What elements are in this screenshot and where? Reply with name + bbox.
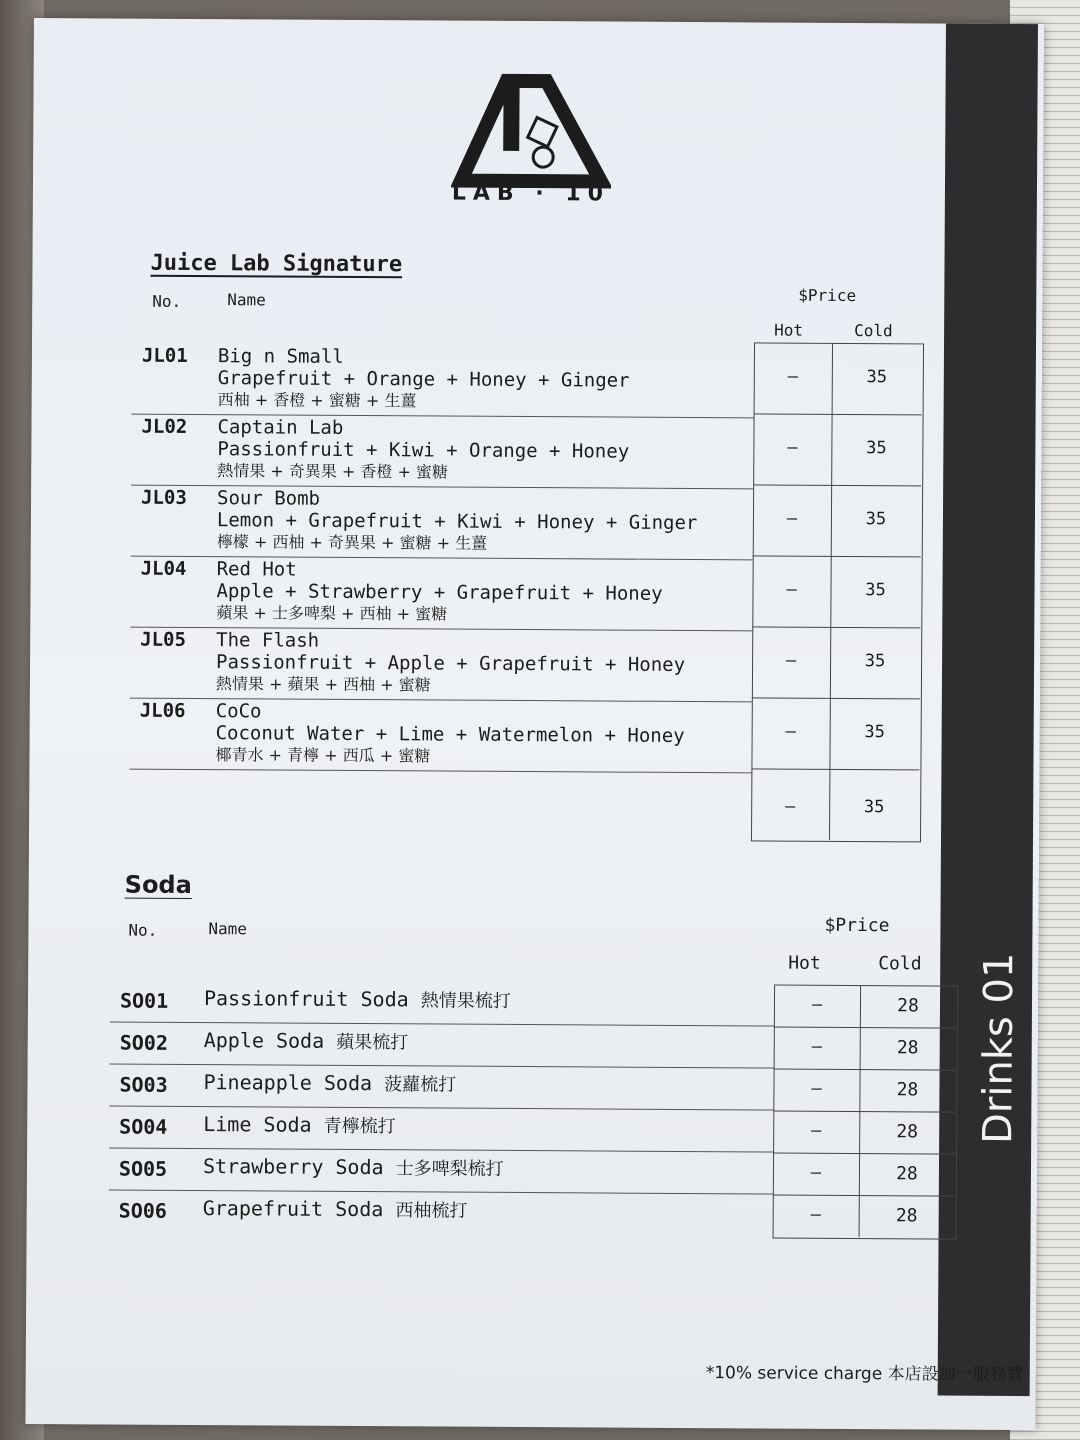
- item-name: Big n Small: [217, 345, 344, 368]
- soda-row: [119, 1149, 759, 1195]
- item-name: Pineapple Soda: [203, 1070, 373, 1096]
- price-hot: –: [785, 721, 796, 742]
- price-cold: 35: [865, 509, 887, 530]
- item-name-zh: 西柚梳打: [395, 1200, 468, 1222]
- item-name-block: [203, 1155, 504, 1181]
- soda-col-price: $Price: [824, 914, 890, 937]
- logo-text: LAB · 10: [451, 180, 611, 207]
- item-ingredients: Lemon + Grapefruit + Kiwi + Honey + Ginger: [216, 509, 698, 535]
- item-name-block: [203, 1113, 396, 1138]
- price-hot: –: [787, 437, 798, 458]
- item-name: Lime Soda: [203, 1112, 312, 1137]
- item-name-zh: 菠蘿梳打: [384, 1074, 457, 1096]
- price-hot: –: [787, 366, 799, 387]
- item-name: Red Hot: [216, 558, 297, 581]
- soda-row: [120, 1023, 760, 1069]
- price-cold: 35: [864, 722, 885, 743]
- item-name-block: [217, 416, 629, 485]
- item-name: Grapefruit Soda: [202, 1196, 384, 1222]
- item-code: JL02: [141, 415, 188, 438]
- item-ingredients: Passionfruit + Apple + Grapefruit + Honey: [216, 651, 686, 676]
- price-hot: –: [785, 650, 797, 671]
- price-hot: –: [786, 508, 798, 529]
- item-ingredients-zh: 熱情果 + 奇異果 + 香橙 + 蜜糖: [217, 461, 449, 482]
- price-cold: 28: [896, 1121, 919, 1143]
- item-code: SO06: [118, 1198, 167, 1223]
- item-name-zh: 青檸梳打: [323, 1115, 396, 1138]
- juice-row: [140, 629, 750, 704]
- item-code: JL05: [140, 628, 187, 651]
- juice-col-price: $Price: [798, 285, 857, 306]
- soda-col-hot: Hot: [788, 952, 821, 974]
- item-name: Captain Lab: [217, 416, 344, 439]
- item-name-block: [216, 558, 663, 627]
- item-name-block: [204, 987, 511, 1013]
- price-cold: 35: [865, 580, 886, 601]
- item-code: JL03: [141, 486, 187, 509]
- item-code: SO02: [119, 1030, 168, 1055]
- price-cold: 28: [896, 1079, 919, 1101]
- price-cold: 28: [897, 995, 919, 1017]
- juice-price-grid: [751, 342, 924, 842]
- item-name: Apple Soda: [203, 1028, 325, 1053]
- soda-col-name: Name: [208, 919, 248, 939]
- juice-col-cold: Cold: [854, 321, 893, 341]
- soda-col-cold: Cold: [878, 953, 922, 975]
- item-ingredients: Grapefruit + Orange + Honey + Ginger: [217, 367, 630, 392]
- juice-col-name: Name: [227, 290, 266, 310]
- item-ingredients-zh: 蘋果 + 士多啤梨 + 西柚 + 蜜糖: [216, 603, 448, 624]
- price-hot: –: [786, 579, 797, 600]
- item-ingredients: Apple + Strawberry + Grapefruit + Honey: [216, 580, 663, 605]
- item-code: JL01: [141, 344, 188, 367]
- item-name-block: [217, 487, 698, 556]
- item-name-block: [204, 1029, 409, 1054]
- price-hot: –: [810, 1162, 822, 1183]
- item-name: CoCo: [215, 700, 262, 723]
- juice-col-hot: Hot: [774, 320, 804, 340]
- item-name: Strawberry Soda: [202, 1154, 384, 1180]
- item-name: The Flash: [216, 629, 320, 652]
- item-code: SO05: [118, 1156, 168, 1181]
- soda-row: [119, 1191, 759, 1237]
- item-ingredients-zh: 檸檬 + 西柚 + 奇異果 + 蜜糖 + 生薑: [216, 532, 488, 553]
- price-cold: 28: [895, 1205, 918, 1227]
- item-name-zh: 熱情果梳打: [420, 990, 511, 1012]
- price-hot: –: [811, 994, 823, 1015]
- soda-section-title: Soda: [124, 870, 192, 899]
- price-hot: –: [811, 1120, 822, 1141]
- item-name-block: [216, 629, 685, 698]
- juice-row: [139, 700, 749, 775]
- juice-col-no: No.: [152, 291, 182, 311]
- item-ingredients-zh: 椰青水 + 青檸 + 西瓜 + 蜜糖: [215, 745, 431, 766]
- price-cold: 28: [896, 1037, 919, 1059]
- service-charge-note: *10% service charge 本店設加一服務費: [705, 1363, 1024, 1386]
- item-name-block: [203, 1071, 456, 1097]
- price-cold: 35: [863, 797, 885, 818]
- item-name-zh: 士多啤梨梳打: [395, 1158, 504, 1180]
- item-name-zh: 蘋果梳打: [336, 1031, 409, 1054]
- item-code: SO04: [119, 1114, 168, 1139]
- item-ingredients-zh: 熱情果 + 蘋果 + 西柚 + 蜜糖: [215, 674, 431, 695]
- menu-page: [25, 18, 1044, 1430]
- juice-row: [141, 487, 751, 562]
- item-ingredients: Passionfruit + Kiwi + Orange + Honey: [217, 438, 630, 463]
- item-name-block: [203, 1197, 468, 1223]
- item-ingredients: Coconut Water + Lime + Watermelon + Honey: [215, 722, 685, 747]
- item-name: Passionfruit Soda: [203, 986, 409, 1012]
- item-name: Sour Bomb: [217, 487, 321, 510]
- item-code: JL06: [139, 699, 186, 722]
- item-ingredients-zh: 西柚 + 香橙 + 蜜糖 + 生薑: [217, 390, 417, 411]
- soda-row: [119, 1065, 759, 1111]
- item-name-block: [215, 700, 684, 769]
- price-cold: 28: [896, 1163, 918, 1185]
- soda-col-no: No.: [128, 920, 158, 940]
- juice-row: [140, 558, 750, 633]
- soda-row: [120, 981, 760, 1027]
- price-hot: –: [811, 1078, 822, 1099]
- price-cold: 35: [866, 438, 887, 459]
- price-hot: –: [811, 1036, 822, 1057]
- side-label: Drinks 01: [975, 952, 1023, 1145]
- item-code: SO01: [119, 988, 169, 1013]
- price-hot: –: [810, 1204, 821, 1225]
- price-cold: 35: [864, 651, 886, 672]
- item-name-block: [218, 345, 630, 414]
- price-cold: 35: [866, 367, 888, 388]
- juice-row: [142, 345, 752, 420]
- soda-row: [119, 1107, 759, 1153]
- juice-section-title: Juice Lab Signature: [150, 250, 403, 278]
- juice-row: [141, 416, 751, 491]
- price-hot: –: [785, 796, 796, 817]
- item-code: SO03: [119, 1072, 168, 1097]
- item-code: JL04: [140, 557, 187, 580]
